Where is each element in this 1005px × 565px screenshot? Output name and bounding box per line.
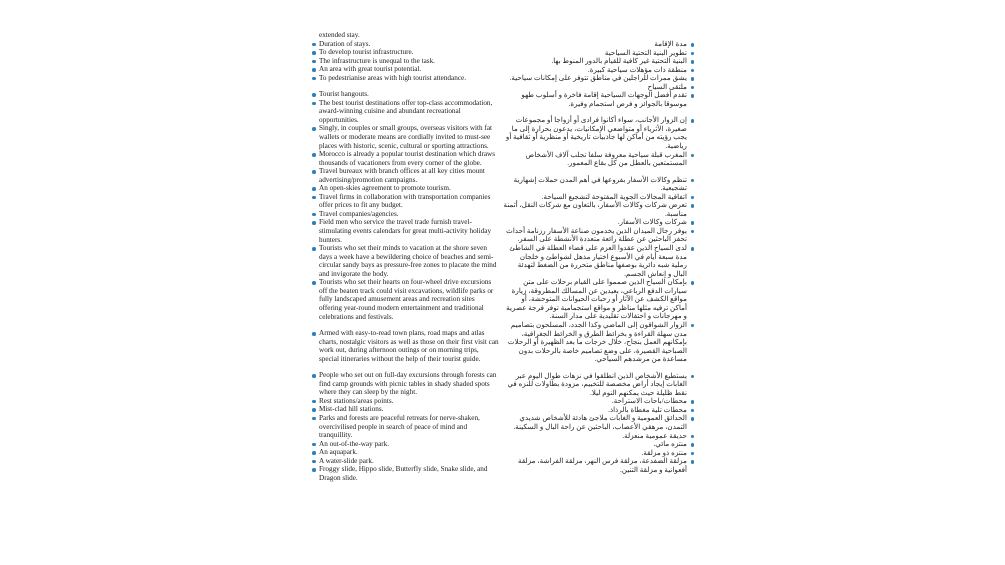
english-entry: Morocco is already a popular tourist destination which draws thousands of vacationers from every corner of the globe. (311, 150, 499, 167)
english-entry: Singly, in couples or small groups, overseas visitors with fat wallets or moderate means are cordially invited to must-see places with historic, scenic, cultural or sporting attractions. (311, 124, 499, 150)
paragraph-gap (311, 363, 499, 371)
english-entry: People who set out on full-day excursions through forests can find camp grounds with picnic tables in shady shaded spots where they can sleep by the night. (311, 371, 499, 397)
paragraph-gap (503, 364, 695, 372)
english-entry: To pedestrianise areas with high tourist attendance. (311, 74, 499, 83)
arabic-entry: تنظم وكالات الأسفار بفروعها في أهم المدن حملات إشهارية تشجيعية. (503, 176, 695, 193)
arabic-entry: اتفاقية المجالات الجوية المفتوحة لتشجيع السياحة. (503, 193, 695, 202)
english-entry: An aquapark. (311, 448, 499, 457)
arabic-entry: محطات تلية مغطاة بالرذاذ. (503, 406, 695, 415)
english-entry: An open-skies agreement to promote tourism. (311, 184, 499, 193)
arabic-entry: الحدائق العمومية و الغابات ملاجئ هادئة للأشخاص شديدي التمدن، مرهقي الأعصاب، الباحثين عن راحة البال و السكينة. (503, 414, 695, 431)
english-entry: An area with great tourist potential. (311, 65, 499, 74)
english-entry: Duration of stays. (311, 40, 499, 49)
english-entry: Field men who service the travel trade furnish travel-stimulating events calendars for great multi-activity holiday hunters. (311, 218, 499, 244)
arabic-entry: تعرض شركات وكالات الأسفار، بالتعاون مع شركات النقل، أثمنة مناسبة. (503, 201, 695, 218)
arabic-entry: منتزه مائي. (503, 440, 695, 449)
arabic-entry: مزلقة الضفدعة، مزلقة فرس النهر، مزلقة الفراشة، مزلقة أفعوانية و مزلقة التنين. (503, 457, 695, 474)
arabic-entry: مدة الإقامة (503, 40, 695, 49)
english-entry: Travel companies/agencies. (311, 210, 499, 219)
english-entry: Armed with easy-to-read town plans, road maps and atlas charts, nostalgic visitors as well as those on their first visit can work out, during afternoon outings or on morning trips, special itineraries without the help of their tourist guide. (311, 329, 499, 363)
english-entry: Travel bureaux with branch offices at all key cities mount advertising/promotion campaigns. (311, 167, 499, 184)
english-entry: A water-slide park. (311, 457, 499, 466)
arabic-entry: بإمكان السياح الذين صمموا على القيام برحلات على متن سيارات الدفع الرباعي، بعيدين عن المسالك المطروقة، زيارة مواقع الكشف عن الآثار أو رحبات الحيوانات المتوحشة، أو أماكن ترفيه مثلها مناظر و مواقع استجمامية توفر فرجة عصرية و مهرجانات و احتفالات تقليدية على مدار السنة. (503, 278, 695, 321)
paragraph-gap (311, 321, 499, 329)
english-entry: The infrastructure is unequal to the task. (311, 57, 499, 66)
english-entry: Parks and forests are peaceful retreats for nerve-shaken, overcivilised people in search of peace of mind and tranquillity. (311, 414, 499, 440)
arabic-entry: محطات/باحات الاستراحة. (503, 397, 695, 406)
english-entry: Tourists who set their minds to vacation at the shore seven days a week have a bewildering choice of beaches and semi-circular sandy bays as pressure-free zones to placate the mind and invigorate the body. (311, 244, 499, 278)
english-entry: The best tourist destinations offer top-class accommodation, award-winning cuisine and abundant recreational opportunities. (311, 99, 499, 125)
arabic-entry: شركات وكالات الأسفار. (503, 218, 695, 227)
english-entry: Tourists who set their hearts on four-wheel drive excursions off the beaten track could visit excavations, wildlife parks or fully landscaped amusement areas and recreation sites offering year-round modern entertainment and traditional celebrations and festivals. (311, 278, 499, 321)
english-entry: Rest stations/areas points. (311, 397, 499, 406)
english-entry: To develop tourist infrastructure. (311, 48, 499, 57)
english-entry: Froggy slide, Hippo slide, Butterfly slide, Snake slide, and Dragon slide. (311, 465, 499, 482)
arabic-entry: يوفر رجال الميدان الذين يخدمون صناعة الأسفار رزنامة أحداث تحفز الباحثين عن عطلة رائعة متعددة الأنشطة على السفر. (503, 227, 695, 244)
paragraph-gap (503, 168, 695, 176)
arabic-entry: الزوار الشواقون إلى الماضي وكذا الجدد، المسلحون بتصاميم مدن سهلة القراءة و بخرائط الطرق و الخرائط الجغرافية، بإمكانهم العمل بنجاح، خلال خرجات ما بعد الظهيرة أو الرحلات الصباحية القصيرة، على وضع تصاميم خاصة بالرحلات بدون مساعدة من مرشدهم السياحي. (503, 321, 695, 364)
english-entry: Travel firms in collaboration with transportation companies offer prices to fit any budget. (311, 193, 499, 210)
english-entry: Mist-clad hill stations. (311, 405, 499, 414)
arabic-entry: البنية التحتية غير كافية للقيام بالدور المنوط بها. (503, 57, 695, 66)
arabic-entry: إن الزوار الأجانب، سواء أكانوا فرادى أو أزواجا أو مجموعات صغيرة، الأثرياء أو متواضعي الإمكانيات، يدعون بحرارة إلى ما يجب رؤيته من أماكن لها جاذبيات تاريخية أو منظرية أو ثقافية أو رياضية. (503, 116, 695, 150)
english-entry: Tourist hangouts. (311, 90, 499, 99)
paragraph-gap (311, 82, 499, 90)
arabic-entry: المغرب قبلة سياحية معروفة سلفا تجلب آلاف الأشخاص المستمتعين بالعطل من كل بقاع المعمور. (503, 151, 695, 168)
arabic-column (503, 40, 695, 474)
arabic-entry: ملتقى السياح (503, 83, 695, 92)
english-entry: An out-of-the-way park. (311, 440, 499, 449)
arabic-entry: تطوير البنية التحتية السياحية (503, 49, 695, 58)
english-entry: extended stay. (319, 31, 360, 39)
arabic-entry: يشق ممرات للراجلين في مناطق تتوفر على إمكانات سياحية. (503, 74, 695, 83)
english-column (311, 31, 499, 482)
arabic-entry: منطقة ذات مؤهلات سياحية كبيرة. (503, 66, 695, 75)
arabic-entry: منتزه ذو مزلقة. (503, 449, 695, 458)
arabic-entry: تقدم أفضل الوجهات السياحية إقامة فاخرة و أسلوب طهو موسوقا بالجوائز و فرص استجمام وفيرة. (503, 91, 695, 108)
arabic-entry: حديقة عمومية منعزلة. (503, 432, 695, 441)
arabic-entry: يستطيع الأشخاص الذين انطلقوا في نزهات طوال اليوم عبر الغابات إيجاد أراض مخصصة للتخييم، مزودة بطاولات للنزه في نقط ظليلة حيث يمكنهم النوم ليلا. (503, 372, 695, 398)
arabic-entry: لدى السياح الذين عقدوا العزم على قضاء العطلة في الشاطئ مدة سبعة أيام في الأسبوع اختيار مذهل لشواطئ و خلجان رملية شبه دائرية بوصفها مناطق متحررة من الضغط لتهدئة البال و إنعاش الجسم. (503, 244, 695, 278)
